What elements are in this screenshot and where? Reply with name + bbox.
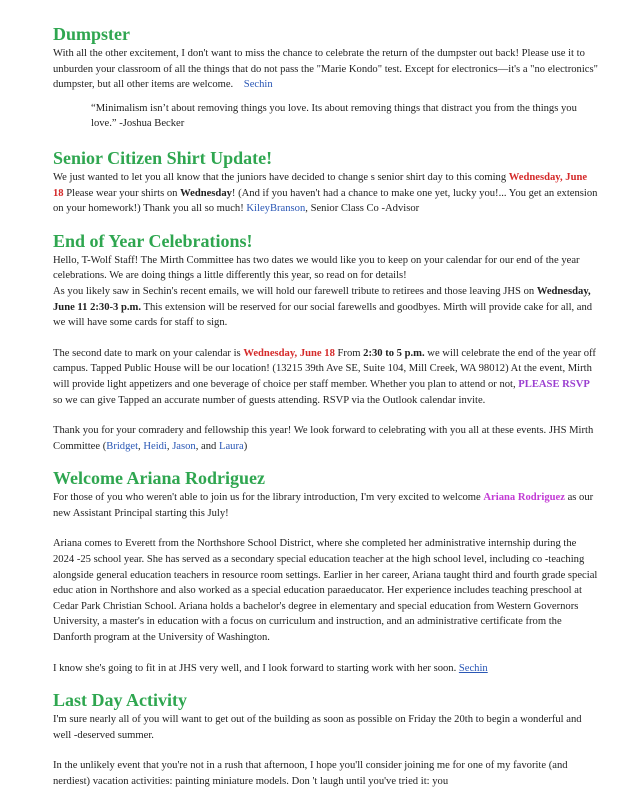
welcome-intro-text-b: as our new Assistant Principal starting this July! — [53, 492, 594, 519]
eoy-party-time: 2:30 to 5 p.m. — [363, 347, 425, 359]
eoy-farewell-paragraph — [53, 284, 600, 331]
shirt-text-d: , Senior Class Co -Advisor — [305, 203, 420, 215]
eoy-section — [53, 229, 600, 455]
shirt-paragraph — [53, 170, 600, 217]
eoy-farewell-time: 2:30-3 p.m. — [87, 301, 142, 313]
eoy-thanks-end: ) — [243, 440, 248, 452]
eoy-party-text-b: From — [334, 347, 364, 359]
lastday-heading: Last Day Activity — [53, 690, 187, 711]
eoy-farewell-text-c: This extension will be reserved for our social farewells and goodbyes. Mirth will provide cake for all, and we will have some cards for staff to sign. — [53, 301, 593, 329]
dumpster-quote: “Minimalism isn’t about removing things you love. Its about removing things that distract you from the things you love.” -Joshua Becker — [91, 102, 577, 130]
dumpster-text: With all the other excitement, I don't want to miss the chance to celebrate the return of the dumpster out back! Please use it to unburden your classroom of all the things that do not pass the "Marie Kondo" test. Except for electronics—it's a "no electronics" dumpster, but all other items are welcome. — [53, 48, 598, 91]
eoy-party-text-a: The second date to mark on your calendar is — [53, 347, 244, 359]
welcome-intro — [53, 490, 600, 521]
committee-member-link[interactable]: Bridget — [106, 440, 139, 452]
eoy-farewell-date: Wednesday, June 11 — [53, 285, 591, 313]
eoy-heading: End of Year Celebrations! — [53, 230, 253, 251]
shirt-section — [53, 146, 600, 217]
shirt-heading: Senior Citizen Shirt Update! — [53, 147, 273, 168]
shirt-text-c: ! (And if you haven't had a chance to make one yet, lucky you!... You get an extension on your homework!) Thank you all so much! — [53, 187, 598, 215]
dumpster-section — [53, 22, 600, 132]
eoy-thanks-text: Thank you for your comradery and fellowship this year! We look forward to celebrating with you all at these events. JHS Mirth Committee ( — [53, 425, 594, 452]
dumpster-signature-link[interactable]: Sechin — [243, 79, 273, 91]
welcome-intro-text-a: For those of you who weren't able to join us for the library introduction, I'm very excited to welcome — [53, 492, 484, 504]
committee-member-link[interactable]: Jason — [172, 440, 196, 452]
welcome-closing-text: I know she's going to fit in at JHS very well, and I look forward to starting work with her soon. — [53, 662, 459, 674]
committee-member-link[interactable]: Heidi — [143, 440, 167, 452]
eoy-intro: Hello, T-Wolf Staff! The Mirth Committee has two dates we would like you to keep on your calendar for our end of the year celebrations. We are doing things a little differently this year, so read on for details! — [53, 254, 580, 282]
shirt-text-b: Please wear your shirts on — [63, 187, 181, 199]
dumpster-paragraph — [53, 46, 600, 93]
welcome-name: Ariana Rodriguez — [483, 492, 565, 504]
welcome-bio: Ariana comes to Everett from the Northshore School District, where she completed her administrative internship during the 2024 -25 school year. She has served as a secondary special education teacher at the high school level, including co -teaching alongside general education teachers in resource room settings. Earlier in her career, Ariana taught third and fourth grade special educ ation in Northshore and also worked as a special education paraeducator. Her experience includes teaching preschool at Cedar Park Christian School. Ariana holds a bachelor's degree in elementary and special education from Western Governors University, a master's in education with a focus on curriculum and instruction, and an administrative certificate from the Danforth program at the University of Washington. — [53, 538, 598, 644]
welcome-closing — [53, 661, 600, 677]
welcome-section — [53, 466, 600, 676]
lastday-section — [53, 688, 600, 789]
lastday-p1: I'm sure nearly all of you will want to get out of the building as soon as possible on Friday the 20th to begin a wonderful and well -deserved summer. — [53, 714, 582, 741]
committee-member-link[interactable]: Laura — [218, 440, 244, 452]
shirt-text-a: We just wanted to let you all know that the juniors have decided to change s senior shirt day to this coming — [53, 171, 507, 183]
welcome-signature-link[interactable]: Sechin — [458, 662, 488, 674]
eoy-party-text-c: we will celebrate the end of the year off campus. Tapped Public House will be our location! (13215 39th Ave SE, Suite 104, Mill Creek, WA 98012) At the event, Mirth will provide light appetizers and one beverage of choice per staff member. Whether you plan to attend or not, — [53, 347, 596, 390]
eoy-party-paragraph — [53, 346, 600, 408]
welcome-heading: Welcome Ariana Rodriguez — [53, 468, 265, 489]
lastday-p2: In the unlikely event that you're not in a rush that afternoon, I hope you'll consider joining me for one of my favorite (and nerdiest) vacation activities: painting miniature models. Don 't laugh until you've tried it: you — [53, 760, 568, 787]
eoy-party-date: Wednesday, June 18 — [243, 347, 335, 359]
eoy-farewell-text-a: As you likely saw in Sechin's recent emails, we will hold our farewell tribute to retirees and those leaving JHS on — [53, 285, 537, 297]
dumpster-heading: Dumpster — [53, 24, 130, 44]
eoy-thanks-paragraph: Thank you for your comradery and fellowship this year! We look forward to celebrating with you all at these events. JHS Mirth Committee (Bridget, Heidi, Jason, and Laura) — [53, 425, 594, 452]
eoy-party-text-d: so we can give Tapped an accurate number of guests attending. RSVP via the Outlook calendar invite. — [53, 394, 486, 406]
shirt-date: Wednesday, June 18 — [53, 171, 588, 199]
shirt-day: Wednesday — [180, 187, 232, 199]
eoy-rsvp: PLEASE RSVP — [518, 378, 590, 390]
shirt-signer-link[interactable]: KileyBranson — [246, 203, 306, 215]
